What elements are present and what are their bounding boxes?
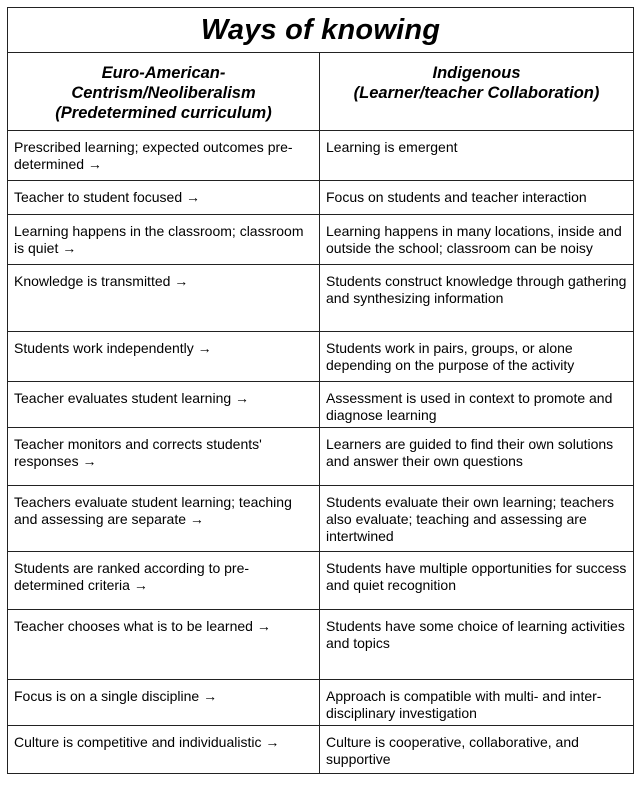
header-line: Centrism/Neoliberalism <box>71 84 256 102</box>
cell-line: determined → <box>14 156 102 172</box>
cell-line: Teacher to student focused → <box>14 189 200 205</box>
column-header-euro-american <box>8 53 320 131</box>
table-title: Ways of knowing <box>8 8 634 53</box>
cell-line: Students evaluate their own learning; teachers <box>326 494 614 510</box>
cell-line: Students have multiple opportunities for success <box>326 560 627 576</box>
indigenous-cell <box>320 486 634 552</box>
cell-line: Students work independently → <box>14 340 212 356</box>
cell-line: supportive <box>326 751 391 767</box>
table-row <box>8 181 634 215</box>
cell-line: and answer their own questions <box>326 453 523 469</box>
cell-line: Teacher chooses what is to be learned → <box>14 618 271 634</box>
cell-line: and topics <box>326 635 390 651</box>
euro-american-cell <box>8 332 320 382</box>
title-row <box>8 8 634 53</box>
indigenous-cell <box>320 610 634 680</box>
euro-american-cell <box>8 726 320 774</box>
table-row <box>8 610 634 680</box>
indigenous-cell <box>320 382 634 428</box>
euro-american-cell <box>8 181 320 215</box>
euro-american-cell <box>8 486 320 552</box>
indigenous-cell <box>320 181 634 215</box>
cell-line: Assessment is used in context to promote and <box>326 390 613 406</box>
cell-line: Culture is competitive and individualistic → <box>14 734 280 750</box>
cell-line: Students work in pairs, groups, or alone <box>326 340 573 356</box>
cell-line: Learning happens in the classroom; classroom <box>14 223 304 239</box>
cell-line: intertwined <box>326 528 394 544</box>
indigenous-cell <box>320 332 634 382</box>
cell-line: responses → <box>14 453 97 469</box>
cell-line: Approach is compatible with multi- and inter- <box>326 688 602 704</box>
euro-american-cell <box>8 428 320 486</box>
comparison-rows <box>8 131 634 774</box>
cell-line: Focus is on a single discipline → <box>14 688 218 704</box>
cell-line: Learning is emergent <box>326 139 458 155</box>
table-row <box>8 552 634 610</box>
column-header-indigenous <box>320 53 634 131</box>
euro-american-cell <box>8 382 320 428</box>
table-row <box>8 215 634 265</box>
header-line: Indigenous <box>432 64 521 82</box>
table-row <box>8 131 634 181</box>
table-row <box>8 486 634 552</box>
euro-american-cell <box>8 552 320 610</box>
euro-american-cell <box>8 215 320 265</box>
euro-american-cell <box>8 680 320 726</box>
euro-american-cell <box>8 265 320 332</box>
cell-line: Focus on students and teacher interaction <box>326 189 587 205</box>
ways-of-knowing-table <box>7 7 634 774</box>
cell-line: determined criteria → <box>14 577 148 593</box>
table-row <box>8 332 634 382</box>
cell-line: and synthesizing information <box>326 290 504 306</box>
cell-line: also evaluate; teaching and assessing are <box>326 511 587 527</box>
cell-line: Teacher monitors and corrects students' <box>14 436 262 452</box>
euro-american-cell <box>8 610 320 680</box>
indigenous-cell <box>320 265 634 332</box>
cell-line: and assessing are separate → <box>14 511 204 527</box>
cell-line: diagnose learning <box>326 407 437 423</box>
header-line: Euro-American- <box>101 64 226 82</box>
cell-line: Knowledge is transmitted → <box>14 273 189 289</box>
table-row <box>8 265 634 332</box>
indigenous-cell <box>320 131 634 181</box>
cell-line: Teacher evaluates student learning → <box>14 390 250 406</box>
cell-line: Teachers evaluate student learning; teaching <box>14 494 292 510</box>
indigenous-cell <box>320 215 634 265</box>
table-row <box>8 382 634 428</box>
table-row <box>8 428 634 486</box>
header-row <box>8 53 634 131</box>
cell-line: Prescribed learning; expected outcomes pre- <box>14 139 293 155</box>
table-row <box>8 726 634 774</box>
header-line: (Learner/teacher Collaboration) <box>353 84 600 102</box>
indigenous-cell <box>320 552 634 610</box>
cell-line: depending on the purpose of the activity <box>326 357 575 373</box>
cell-line: Students construct knowledge through gathering <box>326 273 627 289</box>
cell-line: and quiet recognition <box>326 577 456 593</box>
header-line: (Predetermined curriculum) <box>55 104 272 122</box>
cell-line: Learners are guided to find their own solutions <box>326 436 614 452</box>
indigenous-cell <box>320 428 634 486</box>
cell-line: disciplinary investigation <box>326 705 477 721</box>
indigenous-cell <box>320 726 634 774</box>
cell-line: Students are ranked according to pre- <box>14 560 250 576</box>
cell-line: Culture is cooperative, collaborative, and <box>326 734 579 750</box>
cell-line: is quiet → <box>14 240 77 256</box>
table-row <box>8 680 634 726</box>
euro-american-cell <box>8 131 320 181</box>
cell-line: Students have some choice of learning activities <box>326 618 625 634</box>
cell-line: outside the school; classroom can be noisy <box>326 240 593 256</box>
indigenous-cell <box>320 680 634 726</box>
cell-line: Learning happens in many locations, inside and <box>326 223 622 239</box>
